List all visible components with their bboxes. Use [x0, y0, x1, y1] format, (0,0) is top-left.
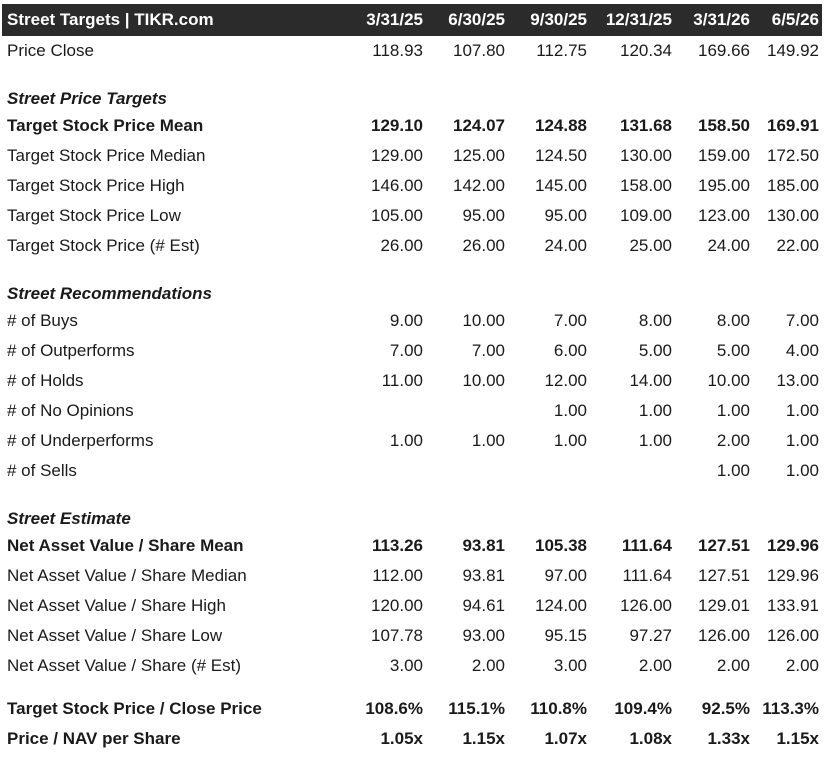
cell-value: 129.96: [767, 566, 819, 585]
cell-value: 1.00: [638, 401, 672, 420]
cell-value: 1.00: [785, 461, 819, 480]
cell-value: 158.50: [698, 116, 750, 135]
cell-value: 5.00: [638, 341, 672, 360]
cell-value: 105.38: [535, 536, 587, 555]
ratios-section: [2, 681, 822, 754]
spacer-row: [2, 486, 822, 499]
cell-value: 95.00: [544, 206, 587, 225]
table-row: [2, 171, 822, 201]
price-close-row: [2, 36, 822, 66]
cell-value: 93.81: [462, 566, 505, 585]
cell-value: 112.00: [372, 566, 423, 585]
cell-value: 109.4%: [614, 699, 672, 718]
row-label: # of Underperforms: [7, 431, 154, 450]
cell-value: 2.00: [785, 656, 819, 675]
table-row: [2, 621, 822, 651]
spacer-row: [2, 66, 822, 79]
date-header[interactable]: 3/31/25: [346, 4, 426, 36]
row-label: # of Holds: [7, 371, 84, 390]
cell-value: 124.07: [453, 116, 505, 135]
header-row: [2, 4, 822, 36]
cell-value: 126.00: [767, 626, 819, 645]
cell-value: [426, 456, 508, 486]
table-title: Street Targets | TIKR.com: [2, 4, 346, 36]
cell-value: 10.00: [462, 371, 505, 390]
table-row: [2, 651, 822, 681]
cell-value: 1.05x: [380, 729, 423, 748]
row-label: Target Stock Price Median: [7, 146, 206, 165]
spacer-row: [2, 681, 822, 694]
section-estimate: [2, 486, 822, 681]
row-label: # of Buys: [7, 311, 78, 330]
cell-value: 185.00: [767, 176, 819, 195]
cell-value: 1.00: [389, 431, 423, 450]
spacer-cell: [2, 486, 822, 499]
row-label: Price / NAV per Share: [7, 729, 181, 748]
row-label: Target Stock Price Mean: [7, 116, 204, 135]
cell-value: 169.91: [767, 116, 819, 135]
cell-value: 95.15: [544, 626, 587, 645]
row-label: Net Asset Value / Share Median: [7, 566, 247, 585]
cell-value: 130.00: [767, 206, 819, 225]
row-label: # of Sells: [7, 461, 77, 480]
cell-value: 110.8%: [530, 699, 587, 718]
cell-value: 126.00: [698, 626, 750, 645]
cell-value: 1.07x: [544, 729, 587, 748]
cell-value: 26.00: [380, 236, 423, 255]
street-targets-table: [2, 4, 822, 754]
cell-value: 26.00: [462, 236, 505, 255]
cell-value: 108.6%: [365, 699, 423, 718]
table-row: [2, 426, 822, 456]
cell-value: 10.00: [462, 311, 505, 330]
section-header-row: [2, 274, 822, 306]
cell-value: 131.68: [620, 116, 672, 135]
cell-value: 113.3%: [762, 699, 819, 718]
row-label: # of No Opinions: [7, 401, 134, 420]
cell-value: 111.64: [622, 566, 672, 585]
cell-value: 1.00: [716, 401, 750, 420]
table-row: [2, 111, 822, 141]
cell-value: 126.00: [620, 596, 672, 615]
cell-value: 124.00: [535, 596, 587, 615]
cell-value: [346, 456, 426, 486]
row-label: Net Asset Value / Share (# Est): [7, 656, 242, 675]
cell-value: 6.00: [553, 341, 587, 360]
cell-value: 172.50: [767, 146, 819, 165]
row-label: Target Stock Price Low: [7, 206, 181, 225]
cell-value: 22.00: [776, 236, 819, 255]
cell-value: 10.00: [707, 371, 750, 390]
spacer-cell: [2, 681, 822, 694]
cell-value: 1.33x: [707, 729, 750, 748]
cell-value: 12.00: [544, 371, 587, 390]
cell-value: 142.00: [453, 176, 505, 195]
cell-value: 1.15x: [462, 729, 505, 748]
cell-value: 109.00: [620, 206, 672, 225]
section-title: Street Estimate: [7, 509, 131, 528]
cell-value: 13.00: [776, 371, 819, 390]
cell-value: 93.00: [462, 626, 505, 645]
cell-value: 1.00: [638, 431, 672, 450]
cell-value: 105.00: [371, 206, 423, 225]
row-label: # of Outperforms: [7, 341, 135, 360]
cell-value: 7.00: [471, 341, 505, 360]
cell-value: 1.08x: [629, 729, 672, 748]
cell-value: 159.00: [698, 146, 750, 165]
row-label: Net Asset Value / Share Low: [7, 626, 223, 645]
table-row: [2, 141, 822, 171]
cell-value: 113.26: [371, 536, 423, 555]
section-title: Street Recommendations: [7, 284, 212, 303]
cell-value: 111.64: [621, 536, 672, 555]
cell-value: 115.1%: [448, 699, 505, 718]
table-row: [2, 306, 822, 336]
cell-value: 93.81: [462, 536, 505, 555]
cell-value: 120.34: [620, 41, 672, 60]
cell-value: 92.5%: [701, 699, 750, 718]
section-header-row: [2, 499, 822, 531]
cell-value: 195.00: [698, 176, 750, 195]
cell-value: 3.00: [553, 656, 587, 675]
cell-value: 118.93: [372, 41, 423, 60]
cell-value: 127.51: [698, 566, 750, 585]
ratio-row: [2, 724, 822, 754]
cell-value: 4.00: [785, 341, 819, 360]
cell-value: 97.00: [544, 566, 587, 585]
section-recommendations: [2, 261, 822, 486]
cell-value: 129.96: [767, 536, 819, 555]
cell-value: 2.00: [716, 431, 750, 450]
cell-value: 1.00: [785, 431, 819, 450]
row-label: Net Asset Value / Share High: [7, 596, 226, 615]
table-row: [2, 531, 822, 561]
cell-value: 25.00: [629, 236, 672, 255]
spacer-cell: [2, 261, 822, 274]
cell-value: 130.00: [620, 146, 672, 165]
cell-value: 149.92: [767, 41, 819, 60]
cell-value: 1.00: [553, 401, 587, 420]
table-row: [2, 336, 822, 366]
cell-value: 2.00: [638, 656, 672, 675]
spacer-row: [2, 261, 822, 274]
row-label: Target Stock Price (# Est): [7, 236, 200, 255]
cell-value: 7.00: [785, 311, 819, 330]
cell-value: 24.00: [544, 236, 587, 255]
cell-value: 14.00: [629, 371, 672, 390]
section-price_targets: [2, 66, 822, 261]
cell-value: 1.15x: [776, 729, 819, 748]
cell-value: 1.00: [471, 431, 505, 450]
table-row: [2, 561, 822, 591]
cell-value: 127.51: [698, 536, 750, 555]
cell-value: [508, 456, 590, 486]
cell-value: 95.00: [462, 206, 505, 225]
date-header[interactable]: 9/30/25: [508, 4, 590, 36]
cell-value: 125.00: [453, 146, 505, 165]
cell-value: 97.27: [629, 626, 672, 645]
row-label: Net Asset Value / Share Mean: [7, 536, 244, 555]
table-row: [2, 201, 822, 231]
cell-value: 2.00: [716, 656, 750, 675]
cell-value: 129.10: [371, 116, 423, 135]
cell-value: 124.50: [535, 146, 587, 165]
cell-value: 133.91: [767, 596, 819, 615]
cell-value: 158.00: [620, 176, 672, 195]
cell-value: 7.00: [553, 311, 587, 330]
ratio-row: [2, 694, 822, 724]
cell-value: 107.80: [453, 41, 505, 60]
section-header-row: [2, 79, 822, 111]
cell-value: 7.00: [389, 341, 423, 360]
cell-value: [590, 456, 675, 486]
cell-value: 8.00: [716, 311, 750, 330]
cell-value: 1.00: [785, 401, 819, 420]
cell-value: 124.88: [535, 116, 587, 135]
cell-value: 112.75: [536, 41, 587, 60]
cell-value: [426, 396, 508, 426]
cell-value: 1.00: [716, 461, 750, 480]
cell-value: 123.00: [698, 206, 750, 225]
section-title: Street Price Targets: [7, 89, 167, 108]
date-header[interactable]: 6/30/25: [426, 4, 508, 36]
cell-value: 107.78: [371, 626, 423, 645]
cell-value: [346, 396, 426, 426]
date-header[interactable]: 3/31/26: [675, 4, 753, 36]
street-targets-panel: [0, 4, 824, 762]
cell-value: 1.00: [553, 431, 587, 450]
date-header[interactable]: 6/5/26: [753, 4, 822, 36]
spacer-cell: [2, 66, 822, 79]
cell-value: 94.61: [462, 596, 505, 615]
cell-value: 2.00: [471, 656, 505, 675]
table-row: [2, 366, 822, 396]
cell-value: 24.00: [707, 236, 750, 255]
cell-value: 3.00: [389, 656, 423, 675]
row-label: Price Close: [7, 41, 94, 60]
table-row: [2, 231, 822, 261]
cell-value: 129.01: [698, 596, 750, 615]
table-row: [2, 456, 822, 486]
row-label: Target Stock Price / Close Price: [7, 699, 262, 718]
cell-value: 169.66: [698, 41, 750, 60]
cell-value: 11.00: [381, 371, 423, 390]
cell-value: 146.00: [371, 176, 423, 195]
cell-value: 8.00: [638, 311, 672, 330]
date-header[interactable]: 12/31/25: [590, 4, 675, 36]
cell-value: 5.00: [716, 341, 750, 360]
cell-value: 120.00: [371, 596, 423, 615]
row-label: Target Stock Price High: [7, 176, 185, 195]
cell-value: 129.00: [371, 146, 423, 165]
table-row: [2, 396, 822, 426]
table-row: [2, 591, 822, 621]
cell-value: 145.00: [535, 176, 587, 195]
cell-value: 9.00: [389, 311, 423, 330]
